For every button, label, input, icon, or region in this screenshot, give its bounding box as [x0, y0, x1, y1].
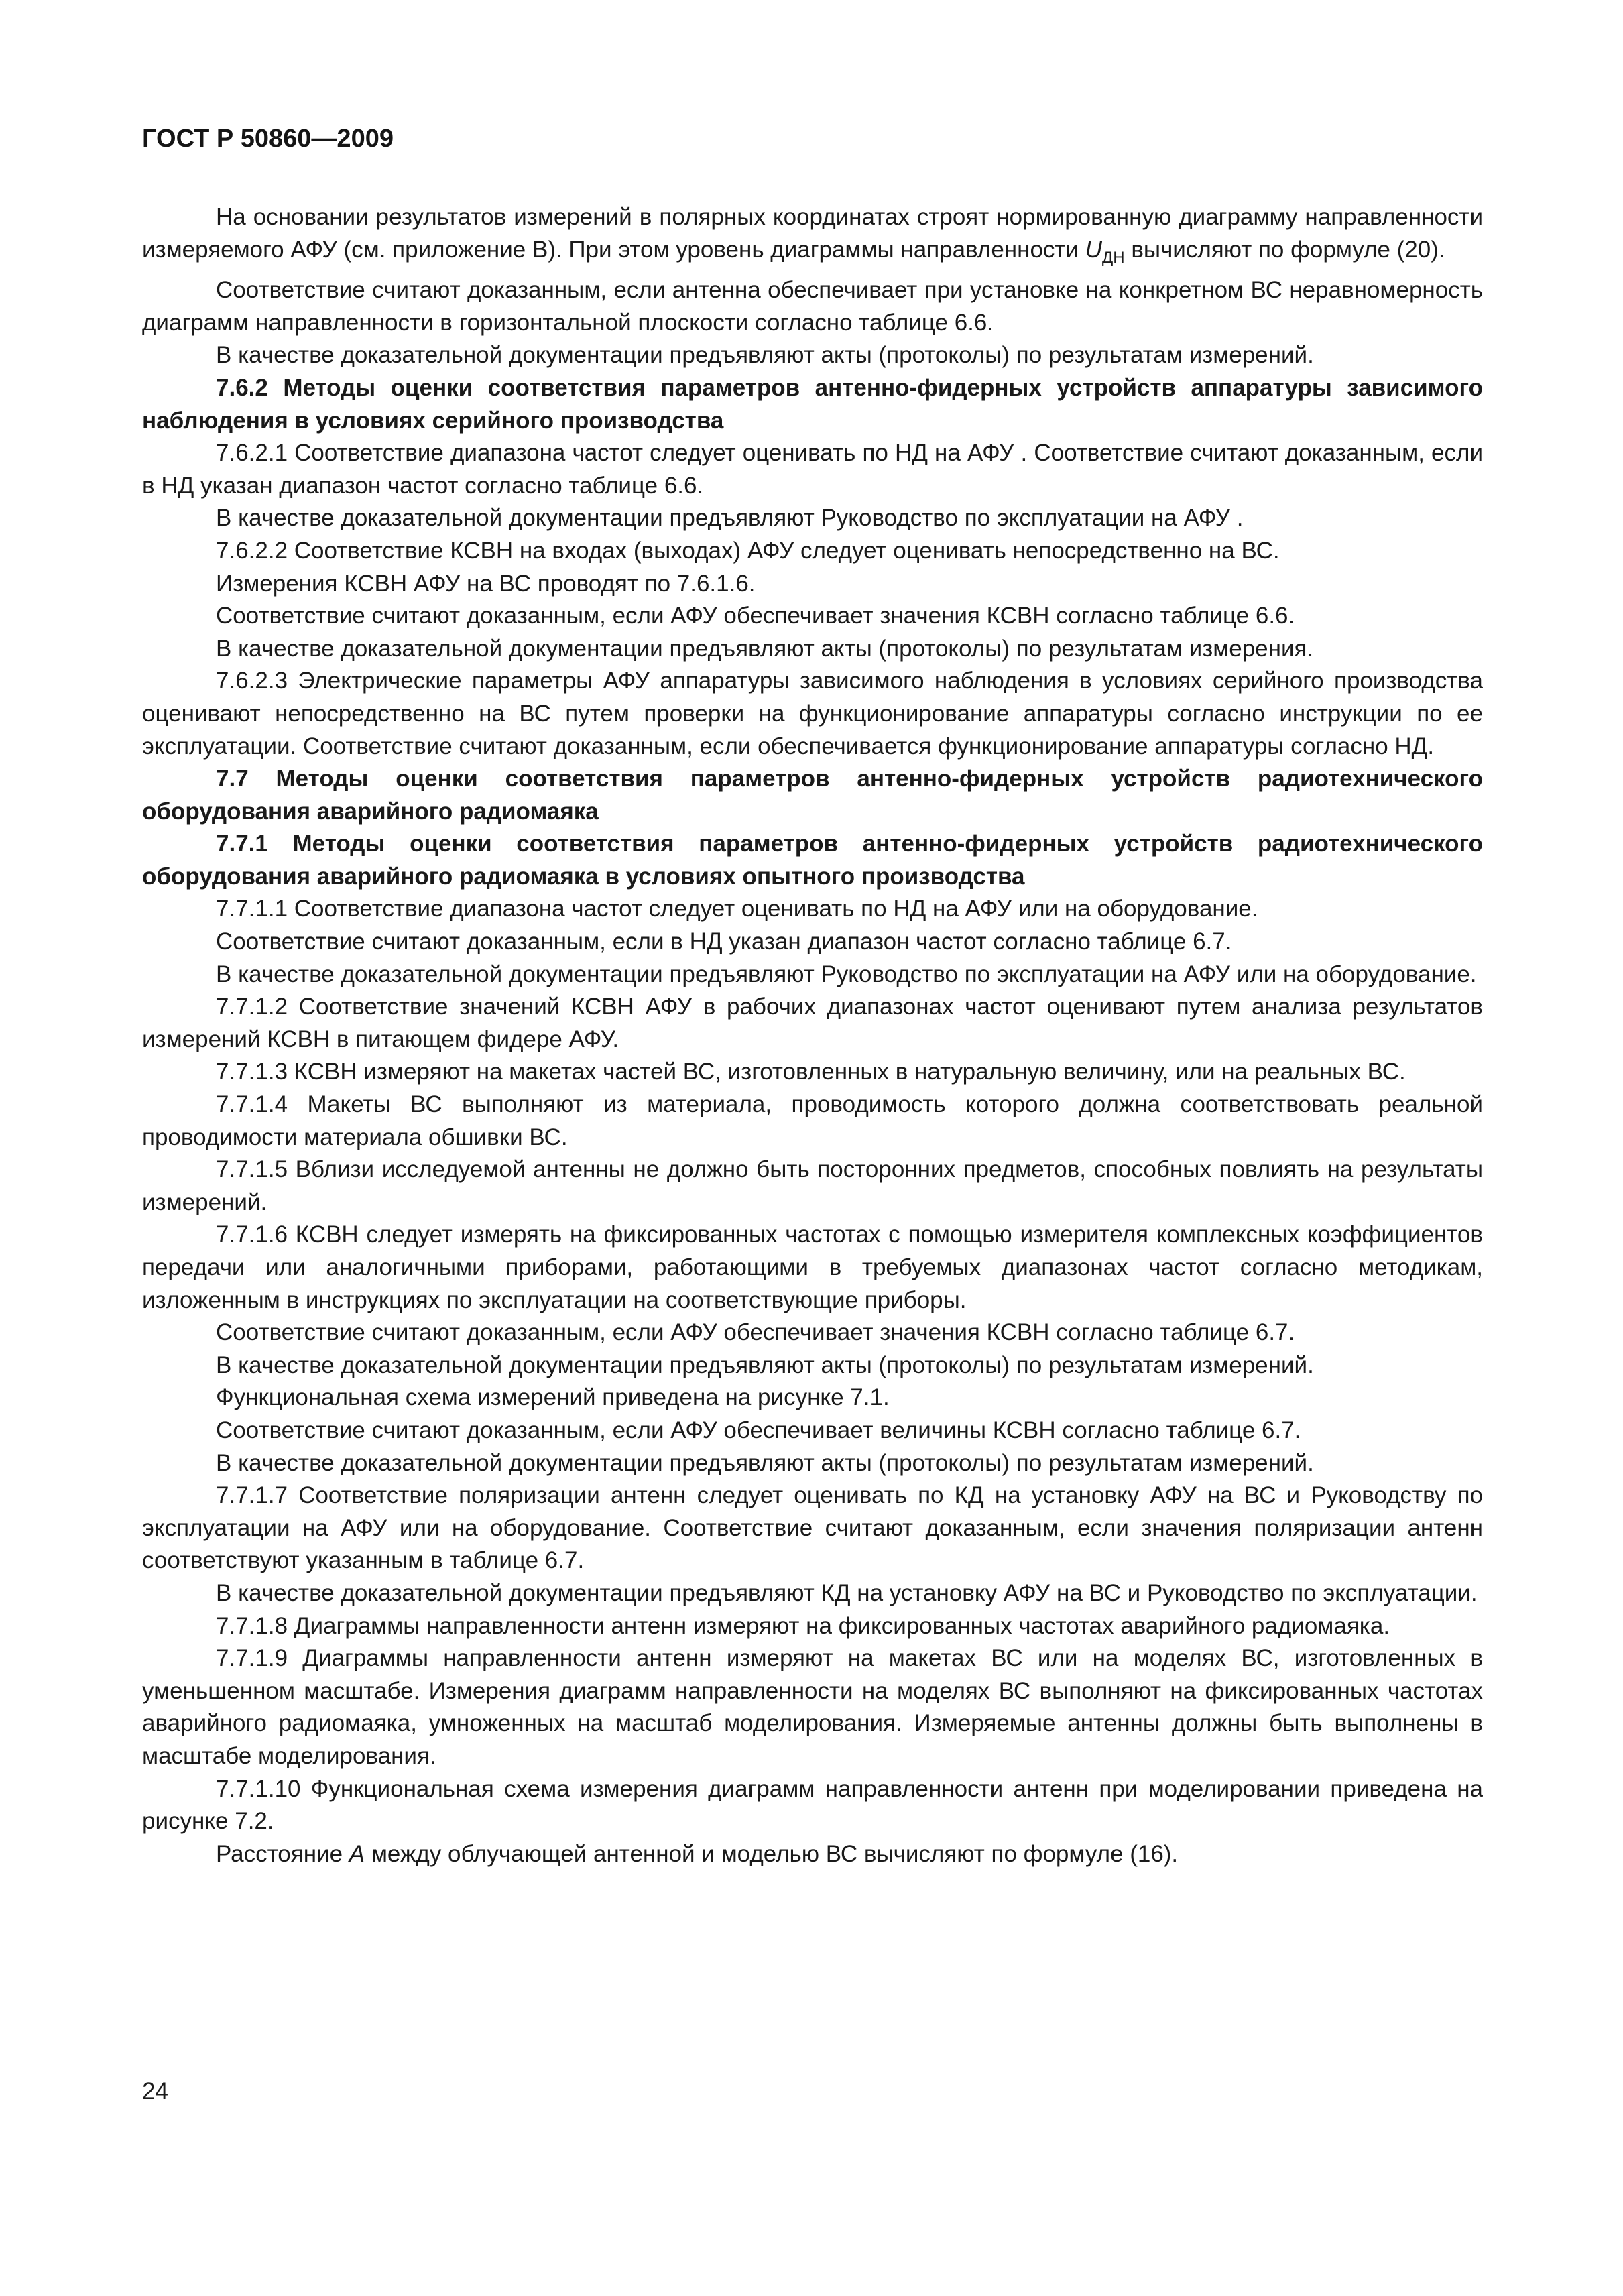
- paragraph: 7.7.1.9 Диаграммы направленности антенн измеряют на макетах ВС или на моделях ВС, изготовленных в уменьшенном масштабе. Измерения диаграмм направленности на моделях ВС выполняют на фиксированных частотах аварийного радиомаяка, умноженных на масштаб моделирования. Измеряемые антенны должны быть выполнены в масштабе моделирования.: [142, 1645, 1483, 1769]
- paragraph: Соответствие считают доказанным, если АФУ обеспечивает величины КСВН согласно таблице 6.7.: [216, 1416, 1301, 1443]
- paragraph: Измерения КСВН АФУ на ВС проводят по 7.6.1.6.: [216, 570, 756, 597]
- paragraph: Функциональная схема измерений приведена на рисунке 7.1.: [216, 1384, 890, 1411]
- paragraph: [142, 201, 1483, 274]
- paragraph: В качестве доказательной документации предъявляют акты (протоколы) по результатам измерений.: [216, 1449, 1314, 1476]
- paragraph-text-tail: между облучающей антенной и моделью ВС вычисляют по формуле (16).: [365, 1840, 1179, 1867]
- paragraph: В качестве доказательной документации предъявляют акты (протоколы) по результатам измерения.: [216, 635, 1314, 662]
- paragraph: Соответствие считают доказанным, если в НД указан диапазон частот согласно таблице 6.7.: [216, 928, 1232, 955]
- paragraph: В качестве доказательной документации предъявляют Руководство по эксплуатации на АФУ .: [216, 505, 1244, 532]
- paragraph-text-tail: вычисляют по формуле (20).: [1124, 236, 1445, 263]
- formula-symbol-a: A: [349, 1840, 365, 1867]
- paragraph: 7.7.1.6 КСВН следует измерять на фиксированных частотах с помощью измерителя комплексных коэффициентов передачи или аналогичными приборами, работающими в требуемых диапазонах частот согласно методикам, изложенным в инструкциях по эксплуатации на соответствующие приборы.: [142, 1221, 1483, 1313]
- paragraph: 7.7.1.5 Вблизи исследуемой антенны не должно быть посторонних предметов, способных повлиять на результаты измерений.: [142, 1156, 1483, 1215]
- section-heading-7-7: 7.7 Методы оценки соответствия параметров антенно-фидерных устройств радиотехнического оборудования аварийного радиомаяка: [142, 766, 1483, 825]
- paragraph-text: Расстояние: [216, 1840, 349, 1867]
- paragraph: В качестве доказательной документации предъявляют акты (протоколы) по результатам измерений.: [216, 1351, 1314, 1378]
- paragraph: Соответствие считают доказанным, если АФУ обеспечивает значения КСВН согласно таблице 6.6.: [216, 603, 1295, 629]
- page-number: 24: [142, 2078, 168, 2104]
- paragraph: 7.7.1.7 Соответствие поляризации антенн следует оценивать по КД на установку АФУ на ВС и Руководству по эксплуатации на АФУ или на оборудование. Соответствие считают доказанным, если значения поляризации антенн соответствуют указанным в таблице 6.7.: [142, 1482, 1483, 1574]
- paragraph: 7.6.2.1 Соответствие диапазона частот следует оценивать по НД на АФУ . Соответствие считают доказанным, если в НД указан диапазон частот согласно таблице 6.6.: [142, 440, 1483, 499]
- paragraph: 7.6.2.3 Электрические параметры АФУ аппаратуры зависимого наблюдения в условиях серийного производства оценивают непосредственно на ВС путем проверки на функционирование аппаратуры согласно инструкции по ее эксплуатации. Соответствие считают доказанным, если обеспечивается функционирование аппаратуры согласно НД.: [142, 668, 1483, 760]
- formula-symbol-u: U: [1085, 236, 1102, 263]
- section-heading-7-6-2: 7.6.2 Методы оценки соответствия параметров антенно-фидерных устройств аппаратуры зависимого наблюдения в условиях серийного производства: [142, 374, 1483, 434]
- paragraph: 7.7.1.4 Макеты ВС выполняют из материала, проводимость которого должна соответствовать реальной проводимости материала обшивки ВС.: [142, 1091, 1483, 1150]
- paragraph: 7.7.1.1 Соответствие диапазона частот следует оценивать по НД на АФУ или на оборудование.: [216, 896, 1258, 922]
- paragraph: [142, 1838, 1483, 1871]
- paragraph: В качестве доказательной документации предъявляют Руководство по эксплуатации на АФУ или на оборудование.: [216, 961, 1477, 987]
- paragraph: Соответствие считают доказанным, если АФУ обеспечивает значения КСВН согласно таблице 6.7.: [216, 1319, 1295, 1346]
- paragraph: Соответствие считают доказанным, если антенна обеспечивает при установке на конкретном ВС неравномерность диаграмм направленности в горизонтальной плоскости согласно таблице 6.6.: [142, 277, 1483, 336]
- formula-subscript-dn: ДН: [1102, 248, 1125, 267]
- paragraph: В качестве доказательной документации предъявляют акты (протоколы) по результатам измерений.: [216, 342, 1314, 369]
- paragraph: 7.7.1.10 Функциональная схема измерения диаграмм направленности антенн при моделировании приведена на рисунке 7.2.: [142, 1775, 1483, 1835]
- section-heading-7-7-1: 7.7.1 Методы оценки соответствия параметров антенно-фидерных устройств радиотехнического оборудования аварийного радиомаяка в условиях опытного производства: [142, 831, 1483, 890]
- paragraph: 7.7.1.2 Соответствие значений КСВН АФУ в рабочих диапазонах частот оценивают путем анализа результатов измерений КСВН в питающем фидере АФУ.: [142, 993, 1483, 1052]
- document-header: ГОСТ Р 50860—2009: [142, 125, 394, 153]
- paragraph: 7.6.2.2 Соответствие КСВН на входах (выходах) АФУ следует оценивать непосредственно на ВС.: [216, 537, 1280, 564]
- paragraph: 7.7.1.8 Диаграммы направленности антенн измеряют на фиксированных частотах аварийного радиомаяка.: [216, 1612, 1390, 1639]
- paragraph: 7.7.1.3 КСВН измеряют на макетах частей ВС, изготовленных в натуральную величину, или на реальных ВС.: [216, 1059, 1406, 1085]
- paragraph: В качестве доказательной документации предъявляют КД на установку АФУ на ВС и Руководство по эксплуатации.: [216, 1579, 1478, 1606]
- document-body: [142, 201, 1483, 1870]
- paragraph-text: На основании результатов измерений в полярных координатах строят нормированную диаграмму направленности измеряемого АФУ (см. приложение В). При этом уровень диаграммы направленности: [142, 204, 1483, 263]
